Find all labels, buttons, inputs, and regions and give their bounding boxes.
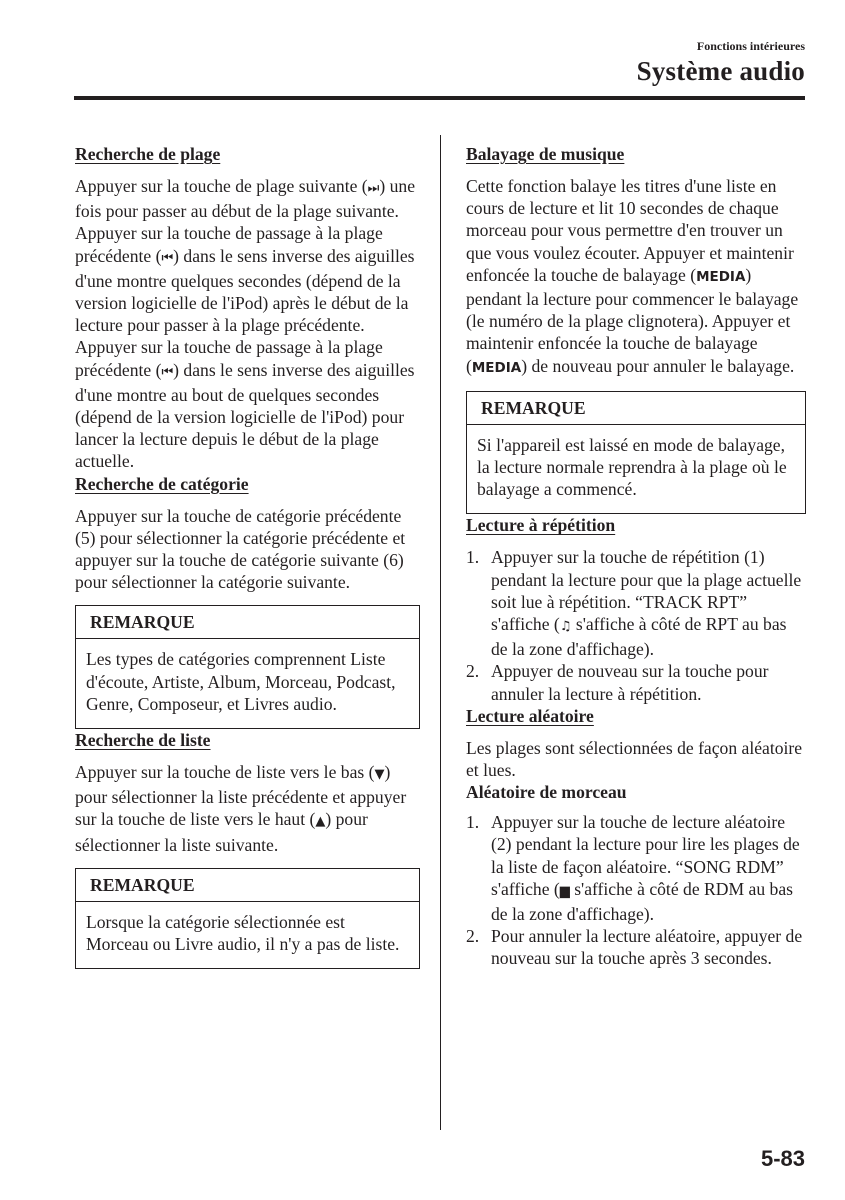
paragraph: Cette fonction balaye les titres d'une liste en cours de lecture et lit 10 secondes de chaque morceau pour vous permettre d'en trouver un que vous voulez écouter. Appuyer et maintenir enfoncée la touche de balayage (MEDIA) pendant la lecture pour commencer le balayage (le numéro de la plage clignotera). Appuyer et maintenir enfoncée la touche de balayage (MEDIA) de nouveau pour annuler le balayage. [466, 176, 799, 376]
note-box [466, 391, 806, 515]
header-section: Fonctions intérieures [696, 39, 805, 53]
note-heading: REMARQUE [76, 606, 419, 639]
next-track-icon: ⏭ [367, 181, 380, 196]
note-box [75, 605, 420, 729]
header-rule [74, 96, 805, 100]
steps-list [466, 811, 806, 969]
list-item: 2. Pour annuler la lecture aléatoire, appuyer de nouveau sur la touche après 3 secondes. [466, 926, 803, 969]
subheading-song-random: Aléatoire de morceau [466, 782, 627, 803]
paragraph: Appuyer sur la touche de passage à la plage précédente (⏮) dans le sens inverse des aiguilles d'une montre au bout de quelques secondes (dépend de la version logicielle de l'iPod) pour lancer la lecture depuis le début de la plage actuelle. [75, 337, 415, 472]
paragraph: Appuyer sur la touche de passage à la plage précédente (⏮) dans le sens inverse des aiguilles d'une montre quelques secondes (dépend de la version logicielle de l'iPod) après le début de la lecture pour passer à la plage précédente. [75, 223, 415, 336]
right-column [466, 143, 806, 970]
previous-track-icon: ⏮ [161, 250, 174, 266]
list-item: 1. Appuyer sur la touche de lecture aléatoire (2) pendant la lecture pour lire les plages de la liste de façon aléatoire. “SONG RDM” s'affiche (▆ s'affiche à côté de RDM au bas de la zone d'affichage). [466, 812, 800, 925]
page-number: 5-83 [760, 1146, 805, 1171]
media-button-label: MEDIA [471, 359, 522, 376]
previous-track-icon: ⏮ [161, 364, 174, 380]
section-title-repeat: Lecture à répétition [466, 515, 616, 536]
media-button-label: MEDIA [696, 268, 746, 285]
note-box [75, 868, 420, 969]
paragraph: Appuyer sur la touche de liste vers le bas (▼) pour sélectionner la liste précédente et appuyer sur la touche de liste vers le haut (▲) pour sélectionner la liste suivante. [75, 762, 407, 855]
down-arrow-icon: ▼ [374, 767, 385, 783]
section-title-track-search: Recherche de plage [75, 144, 221, 164]
up-arrow-icon: ▲ [315, 814, 326, 830]
paragraph: Appuyer sur la touche de plage suivante (⏭) une fois pour passer au début de la plage suivante. [75, 176, 416, 222]
section-title-music-scan: Balayage de musique [466, 144, 625, 164]
note-body: Lorsque la catégorie sélectionnée est Morceau ou Livre audio, il n'y a pas de liste. [86, 911, 400, 955]
note-heading: REMARQUE [467, 392, 805, 425]
list-item: 1. Appuyer sur la touche de répétition (1) pendant la lecture pour que la plage actuelle soit lue à répétition. “TRACK RPT” s'affiche (♫ s'affiche à côté de RPT au bas de la zone d'affichage). [466, 547, 802, 660]
page-title: Système audio [636, 56, 805, 86]
list-item: 2. Appuyer de nouveau sur la touche pour annuler la lecture à répétition. [466, 661, 769, 704]
section-title-category-search: Recherche de catégorie [75, 473, 249, 494]
section-title-random: Lecture aléatoire [466, 705, 594, 726]
note-heading: REMARQUE [76, 869, 419, 902]
folder-icon: ▆ [559, 883, 570, 899]
steps-list [466, 546, 806, 704]
column-divider [440, 135, 441, 1130]
music-note-icon: ♫ [559, 619, 572, 635]
left-column [75, 143, 420, 969]
section-title-list-search: Recherche de liste [75, 730, 211, 751]
note-body: Les types de catégories comprennent Liste d'écoute, Artiste, Album, Morceau, Podcast, Genre, Composeur, et Livres audio. [86, 649, 396, 714]
paragraph: Appuyer sur la touche de catégorie précédente (5) pour sélectionner la catégorie précédente et appuyer sur la touche de catégorie suivante (6) pour sélectionner la catégorie suivante. [75, 505, 406, 593]
paragraph: Les plages sont sélectionnées de façon aléatoire et lues. [466, 737, 803, 781]
note-body: Si l'appareil est laissé en mode de balayage, la lecture normale reprendra à la plage où le balayage a commencé. [477, 434, 787, 500]
